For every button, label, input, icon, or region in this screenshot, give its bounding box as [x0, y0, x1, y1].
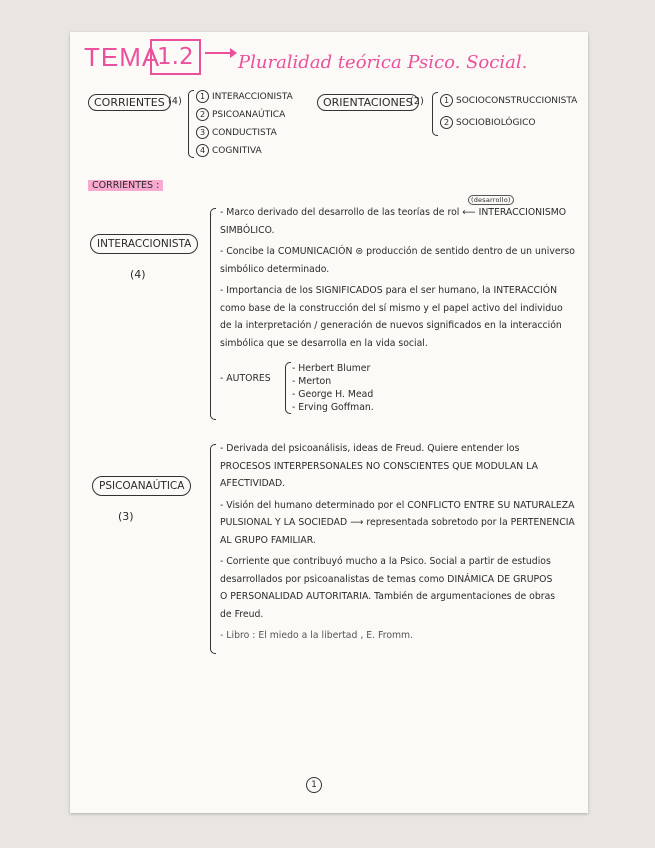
section-label: CORRIENTES :	[88, 180, 163, 191]
list-item: 3 CONDUCTISTA	[196, 126, 293, 140]
corrientes-count: (4)	[168, 96, 183, 107]
corrientes-label: CORRIENTES	[94, 96, 165, 109]
text-line: de la interpretación / generación de nuevos significados en la interacción	[220, 320, 562, 331]
list-item: - George H. Mead	[292, 389, 374, 400]
list-item: - Herbert Blumer	[292, 363, 371, 374]
text-line: - Visión del humano determinado por el CONFLICTO ENTRE SU NATURALEZA	[220, 499, 575, 511]
text-line: como base de la construcción del sí mismo y el papel activo del individuo	[220, 302, 563, 314]
autores-list	[292, 362, 374, 414]
page-number: 1	[306, 777, 322, 793]
list-item: 2 PSICOANAÚTICA	[196, 108, 293, 122]
corrientes-box	[88, 94, 171, 111]
text-line: - Derivada del psicoanálisis, ideas de Freud. Quiere entender los	[220, 443, 520, 454]
interaccionista-box	[90, 234, 198, 254]
text-line: PULSIONAL Y LA SOCIEDAD ⟶ representada sobretodo por la PERTENENCIA	[220, 517, 575, 528]
text-line: - Libro : El miedo a la libertad , E. Fromm.	[220, 630, 414, 641]
list-item: - Merton	[292, 376, 332, 387]
tema-number: 1.2	[150, 39, 201, 75]
text-line: - Importancia de los SIGNIFICADOS para el ser humano, la INTERACCIÓN	[220, 285, 558, 296]
brace-icon	[285, 362, 291, 414]
interaccionista-number: (4)	[130, 268, 146, 281]
text-line: PROCESOS INTERPERSONALES NO CONSCIENTES QUE MODULAN LA	[220, 460, 538, 472]
title-arrow-icon	[205, 52, 235, 54]
corrientes-list	[196, 90, 293, 158]
text-line: - Corriente que contribuyó mucho a la Psico. Social a partir de estudios	[220, 556, 551, 567]
psicoanalitica-box	[92, 476, 191, 496]
text-line: simbólico determinado.	[220, 263, 330, 275]
orientaciones-count: (2)	[410, 96, 425, 107]
text-line: simbólica que se desarrolla en la vida social.	[220, 337, 428, 349]
brace-icon	[210, 208, 216, 420]
orientaciones-label: ORIENTACIONES	[323, 96, 413, 109]
list-item: - Erving Goffman.	[292, 402, 374, 413]
list-item: 4 COGNITIVA	[196, 144, 293, 158]
text-line: AL GRUPO FAMILIAR.	[220, 534, 316, 546]
psicoanalitica-text	[220, 440, 575, 645]
notebook-page	[70, 32, 588, 813]
list-item: 2 SOCIOBIOLÓGICO	[440, 116, 577, 130]
autores-label: - AUTORES	[220, 373, 271, 384]
brace-icon	[432, 92, 438, 136]
text-line: AFECTIVIDAD.	[220, 478, 286, 489]
page-title: Pluralidad teórica Psico. Social.	[238, 52, 528, 73]
arrow-note: (desarrollo)	[468, 195, 514, 205]
orientaciones-box	[317, 94, 419, 111]
interaccionista-label: INTERACCIONISTA	[97, 238, 192, 250]
psicoanalitica-label: PSICOANAÚTICA	[99, 480, 185, 492]
interaccionista-text	[220, 204, 575, 352]
list-item: 1 SOCIOCONSTRUCCIONISTA	[440, 94, 577, 108]
orientaciones-list	[440, 94, 577, 130]
text-line: O PERSONALIDAD AUTORITARIA. También de argumentaciones de obras	[220, 591, 556, 602]
brace-icon	[188, 90, 194, 158]
text-line: SIMBÓLICO.	[220, 224, 275, 236]
list-item: 1 INTERACCIONISTA	[196, 90, 293, 104]
text-line: de Freud.	[220, 608, 264, 620]
text-line: - Marco derivado del desarrollo de las teorías de rol ⟵ INTERACCIONISMO	[220, 207, 567, 218]
psicoanalitica-number: (3)	[118, 510, 134, 523]
brace-icon	[210, 444, 216, 654]
tema-label: TEMA	[84, 42, 161, 72]
text-line: - Concibe la COMUNICACIÓN ⊜ producción de sentido dentro de un universo	[220, 246, 575, 257]
text-line: desarrollados por psicoanalistas de temas como DINÁMICA DE GRUPOS	[220, 573, 553, 585]
